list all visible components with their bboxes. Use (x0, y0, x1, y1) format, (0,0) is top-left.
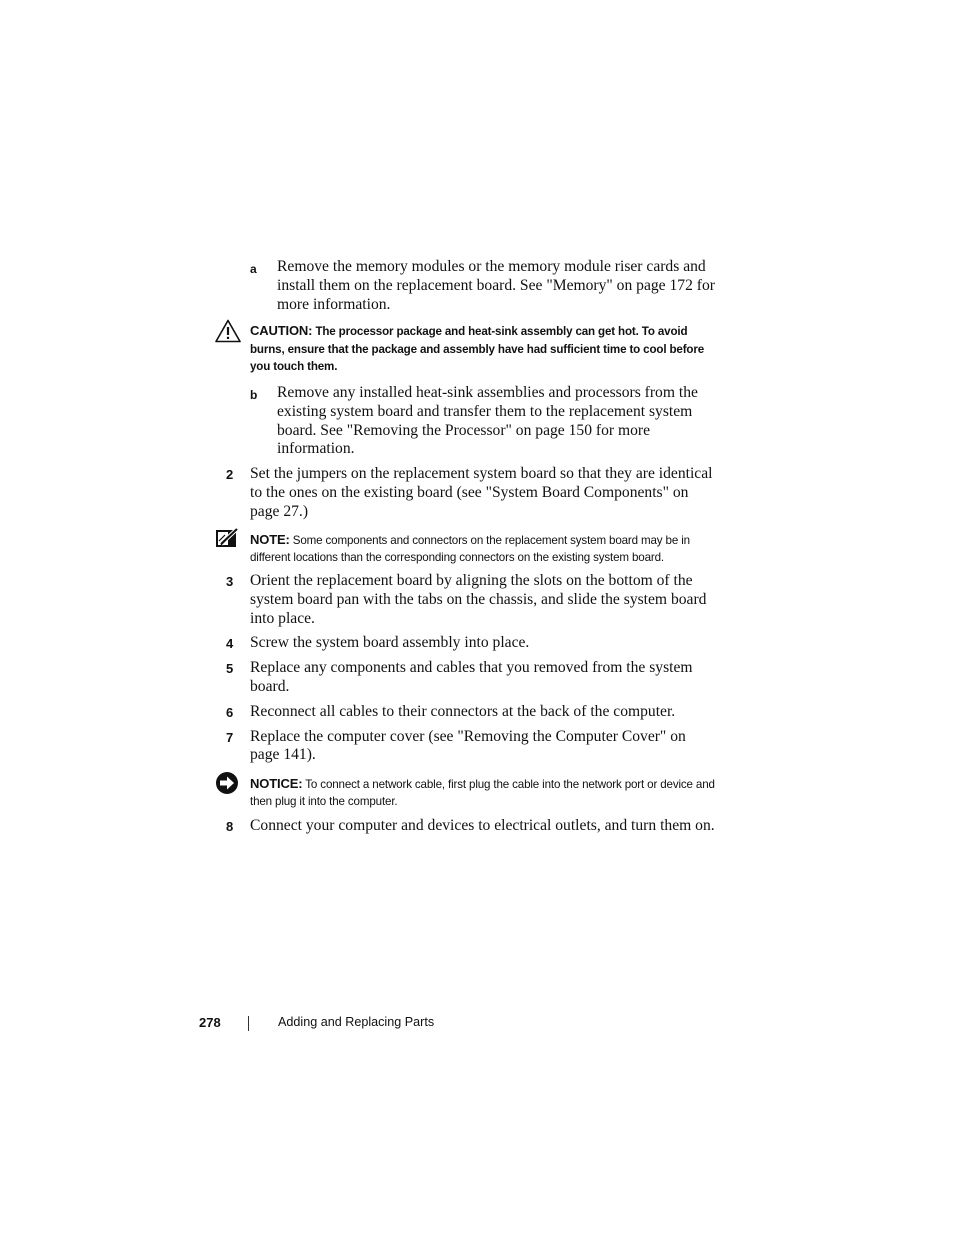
section-title: Adding and Replacing Parts (278, 1015, 435, 1029)
note-block (250, 531, 716, 566)
step-number: 2 (226, 467, 234, 483)
note-text: Some components and connectors on the replacement system board may be in different locations than the corresponding connectors on the existing system board. (250, 533, 690, 564)
step-text: Orient the replacement board by aligning the slots on the bottom of the system board pan with the tabs on the chassis, and slide the system board into place. (250, 571, 707, 627)
step-text: Replace any components and cables that you removed from the system board. (250, 659, 693, 695)
step-number: 8 (226, 818, 234, 834)
page-number: 278 (199, 1015, 221, 1030)
step-text: Set the jumpers on the replacement system board so that they are identical to the ones on the existing board (see "System Board Components" on page 27.) (250, 465, 713, 520)
caution-block (250, 322, 716, 375)
step-6 (226, 702, 716, 722)
notice-text: To connect a network cable, first plug the cable into the network port or device and then plug it into the computer. (250, 778, 715, 809)
step-number: 7 (226, 729, 234, 745)
procedure-content (226, 258, 716, 835)
step-4 (226, 634, 716, 653)
step-8 (226, 816, 716, 836)
step-3 (226, 571, 716, 628)
substep-letter: a (250, 262, 257, 276)
footer-divider (248, 1016, 249, 1031)
caution-label: CAUTION: (250, 323, 313, 339)
caution-text: The processor package and heat-sink assembly can get hot. To avoid burns, ensure that the package and assembly have had sufficient time to cool before you touch them. (250, 325, 704, 373)
substep-b (250, 384, 716, 459)
step-7 (226, 727, 716, 766)
step-text: Connect your computer and devices to electrical outlets, and turn them on. (250, 816, 715, 834)
step-2 (226, 465, 716, 521)
step-number: 6 (226, 704, 234, 720)
notice-block (250, 775, 716, 810)
step-number: 4 (226, 636, 234, 652)
substep-letter: b (250, 388, 258, 402)
note-pencil-icon (215, 527, 241, 551)
step-5 (226, 659, 716, 697)
step-number: 5 (226, 661, 234, 677)
step-text: Reconnect all cables to their connectors at the back of the computer. (250, 702, 676, 720)
step-number: 3 (226, 573, 234, 589)
substep-text: Remove any installed heat-sink assemblies and processors from the existing system board and transfer them to the replacement system board. See "Removing the Processor" on page 150 for more information. (277, 384, 698, 458)
substep-a (250, 258, 716, 314)
notice-arrow-icon (215, 771, 241, 795)
note-label: NOTE: (250, 531, 290, 547)
substep-text: Remove the memory modules or the memory module riser cards and install them on the replacement board. See "Memory" on page 172 for more information. (277, 258, 715, 313)
step-text: Screw the system board assembly into place. (250, 634, 530, 652)
caution-triangle-icon (215, 319, 241, 343)
notice-label: NOTICE: (250, 776, 303, 792)
step-text: Replace the computer cover (see "Removing the Computer Cover" on page 141). (250, 727, 686, 764)
